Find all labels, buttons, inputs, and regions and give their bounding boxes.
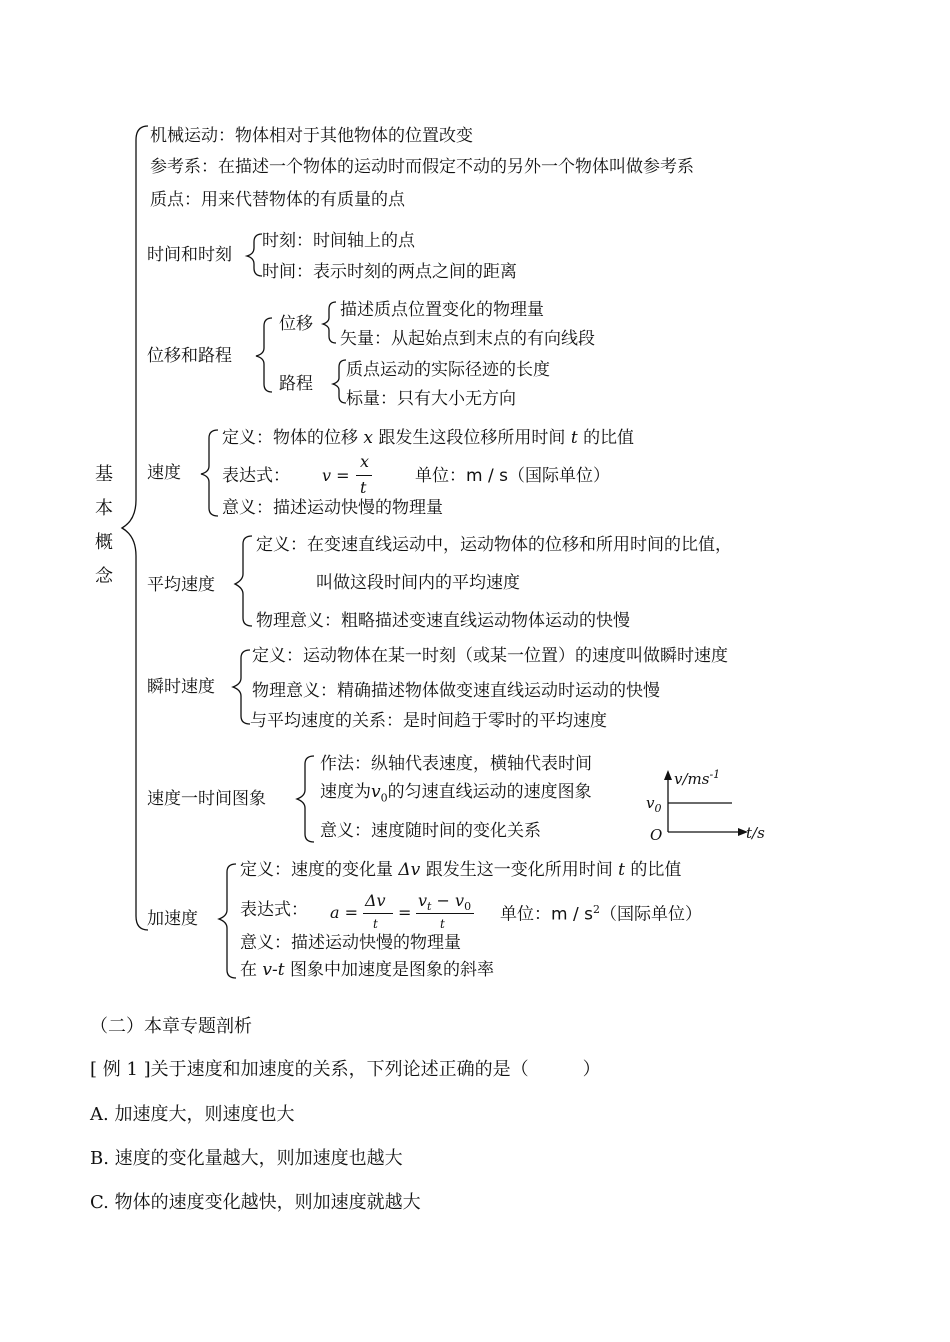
- velocity-definition: 定义：物体的位移 x 跟发生这段位移所用时间 t 的比值: [222, 428, 635, 448]
- acceleration-definition: 定义：速度的变化量 Δv 跟发生这一变化所用时间 t 的比值: [240, 860, 682, 880]
- acceleration-expr-label: 表达式：: [240, 900, 308, 920]
- acceleration-unit: 单位：m / $s^2$（国际单位）: [500, 903, 702, 925]
- velocity-formula-lhs: v =: [322, 466, 350, 485]
- avg-velocity-def-2: 叫做这段时间内的平均速度: [316, 573, 520, 593]
- acceleration-formula-num2: $v_t - v_0$: [418, 891, 472, 914]
- path-item-1: 质点运动的实际径迹的长度: [346, 360, 550, 380]
- mechanical-motion: 机械运动：物体相对于其他物体的位置改变: [150, 126, 473, 146]
- velocity-label: 速度: [147, 463, 181, 483]
- avg-velocity-def-1: 定义：在变速直线运动中，运动物体的位移和所用时间的比值，: [256, 535, 732, 555]
- inst-velocity-relation: 与平均速度的关系：是时间趋于零时的平均速度: [250, 711, 607, 731]
- acceleration-fraction-bar-2: [416, 913, 474, 914]
- disp-item-1: 描述质点位置变化的物理量: [340, 300, 544, 320]
- acceleration-slope: 在 v-t 图象中加速度是图象的斜率: [240, 960, 494, 980]
- velocity-formula-den: t: [360, 478, 367, 497]
- velocity-unit: 单位：m / s（国际单位）: [415, 466, 610, 486]
- inst-velocity-label: 瞬时速度: [147, 677, 215, 697]
- acceleration-meaning: 意义：描述运动快慢的物理量: [240, 933, 461, 953]
- root-label: 基本概念: [95, 464, 113, 587]
- time-label: 时间和时刻: [147, 245, 232, 265]
- particle: 质点：用来代替物体的有质量的点: [150, 190, 405, 210]
- velocity-formula-num: x: [360, 452, 370, 471]
- option-b: B. 速度的变化量越大，则加速度也越大: [90, 1148, 403, 1169]
- acceleration-formula-num1: Δv: [365, 891, 386, 910]
- time-moment: 时刻：时间轴上的点: [262, 231, 415, 251]
- vt-graph-uniform: 速度为$v_0$的匀速直线运动的速度图象: [320, 782, 592, 805]
- inst-velocity-def: 定义：运动物体在某一时刻（或某一位置）的速度叫做瞬时速度: [252, 646, 728, 666]
- avg-velocity-label: 平均速度: [147, 575, 215, 595]
- avg-velocity-meaning: 物理意义：粗略描述变速直线运动物体运动的快慢: [256, 611, 630, 631]
- vt-graph-method: 作法：纵轴代表速度，横轴代表时间: [320, 754, 592, 774]
- reference-frame: 参考系：在描述一个物体的运动时而假定不动的另外一个物体叫做参考系: [150, 157, 694, 177]
- acceleration-formula-den2: t: [440, 917, 445, 931]
- path-item-2: 标量：只有大小无方向: [346, 389, 516, 409]
- vt-graph-label: 速度一时间图象: [147, 789, 266, 809]
- velocity-meaning: 意义：描述运动快慢的物理量: [222, 498, 443, 518]
- vt-origin-label: O: [650, 826, 663, 844]
- path-label: 路程: [279, 374, 313, 394]
- velocity-fraction-bar: [356, 475, 372, 476]
- section-title: （二）本章专题剖析: [90, 1016, 252, 1037]
- acceleration-label: 加速度: [147, 909, 198, 929]
- displacement-label: 位移和路程: [147, 346, 232, 366]
- disp-label: 位移: [279, 314, 313, 334]
- time-interval: 时间：表示时刻的两点之间的距离: [262, 262, 517, 282]
- inst-velocity-meaning: 物理意义：精确描述物体做变速直线运动时运动的快慢: [252, 681, 660, 701]
- vt-axis-y-label: $v/ms^{-1}$: [674, 768, 721, 788]
- acceleration-formula-den1: t: [373, 917, 378, 931]
- acceleration-formula-eq: =: [398, 903, 412, 922]
- vt-v0-label: $v_0$: [646, 794, 662, 815]
- option-c: C. 物体的速度变化越快，则加速度就越大: [90, 1192, 421, 1213]
- acceleration-formula-lhs: a =: [330, 903, 359, 922]
- example-stem: [ 例 1 ]关于速度和加速度的关系，下列论述正确的是（ ）: [90, 1059, 601, 1080]
- disp-item-2: 矢量：从起始点到末点的有向线段: [340, 329, 595, 349]
- option-a: A. 加速度大，则速度也大: [90, 1104, 295, 1125]
- acceleration-fraction-bar-1: [363, 913, 393, 914]
- vt-axis-x-label: t/s: [746, 824, 765, 842]
- vt-graph-meaning: 意义：速度随时间的变化关系: [320, 821, 541, 841]
- velocity-expr-label: 表达式：: [222, 466, 290, 486]
